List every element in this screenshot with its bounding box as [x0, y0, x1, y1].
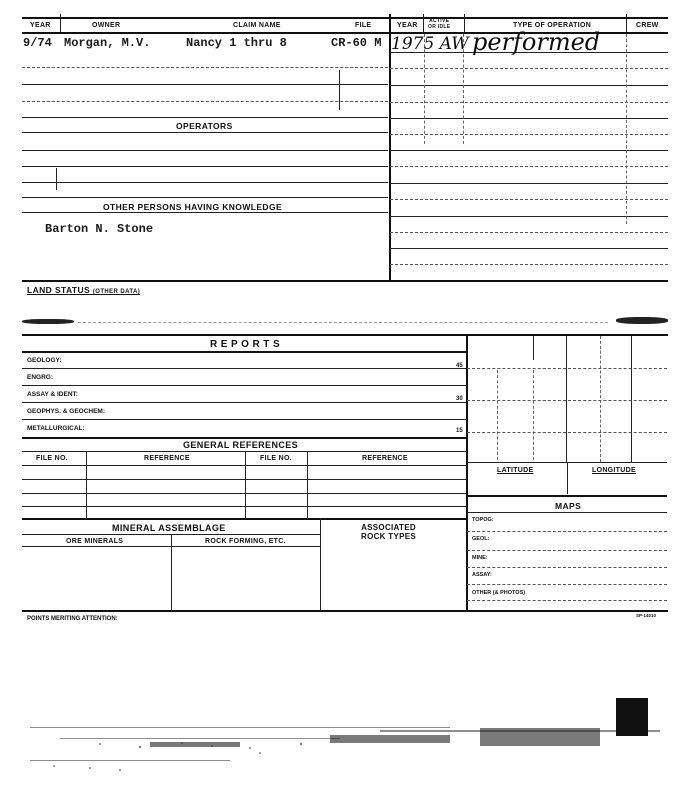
- reports-number-45: 45: [456, 363, 463, 369]
- associated-rock-types-text: ASSOCIATED ROCK TYPES: [361, 523, 417, 541]
- reports-row-assay: ASSAY & IDENT:: [27, 391, 78, 398]
- reports-row-metallurgical: METALLURGICAL:: [27, 425, 85, 432]
- col-header-file: FILE: [355, 22, 372, 29]
- entry-year: 9/74: [23, 36, 52, 50]
- mineral-col-rock-forming: ROCK FORMING, ETC.: [205, 538, 286, 545]
- active-or-idle-text: ACTIVE OR IDLE: [428, 18, 451, 30]
- gen-ref-col-reference-2: REFERENCE: [362, 455, 408, 462]
- col-header-owner: OWNER: [92, 22, 121, 29]
- land-status-label: LAND STATUS: [27, 285, 91, 295]
- maps-row-other: OTHER (& PHOTOS): [472, 590, 526, 596]
- gen-ref-col-file-no: FILE NO.: [36, 455, 68, 462]
- reports-title: R E P O R T S: [210, 339, 281, 350]
- entry-file: CR-60 M: [331, 36, 382, 50]
- reports-number-30: 30: [456, 396, 463, 402]
- form-number: SP-14010: [636, 613, 657, 618]
- handwritten-year-status: 1975 AW: [391, 34, 469, 54]
- mineral-assemblage-title: MINERAL ASSEMBLAGE: [112, 523, 226, 533]
- col-header-type-of-operation: TYPE OF OPERATION: [513, 22, 592, 29]
- col-header-year: YEAR: [30, 22, 51, 29]
- latitude-label: LATITUDE: [497, 467, 534, 474]
- other-persons-name: Barton N. Stone: [45, 222, 154, 236]
- maps-row-geol: GEOL:: [472, 536, 490, 542]
- longitude-label: LONGITUDE: [592, 467, 636, 474]
- mineral-col-ore: ORE MINERALS: [66, 538, 124, 545]
- gen-ref-col-file-no-2: FILE NO.: [260, 455, 292, 462]
- entry-owner: Morgan, M.V.: [64, 36, 151, 50]
- reports-row-geophys: GEOPHYS. & GEOCHEM:: [27, 408, 106, 415]
- points-meriting-attention: POINTS MERITING ATTENTION:: [27, 616, 118, 622]
- maps-title: MAPS: [555, 501, 582, 511]
- general-references-title: GENERAL REFERENCES: [183, 440, 299, 450]
- reports-number-15: 15: [456, 428, 463, 434]
- reports-row-engrg: ENGRG:: [27, 374, 53, 381]
- land-status-subtitle: (OTHER DATA): [92, 289, 141, 295]
- handwritten-operation: performed: [472, 28, 601, 56]
- col-header-claim-name: CLAIM NAME: [233, 22, 281, 29]
- reports-row-geology: GEOLOGY:: [27, 357, 62, 364]
- entry-claim-name: Nancy 1 thru 8: [186, 36, 287, 50]
- maps-row-mine: MINE:: [472, 555, 488, 561]
- maps-row-topog: TOPOG:: [472, 517, 494, 523]
- gen-ref-col-reference: REFERENCE: [144, 455, 190, 462]
- col-header-year-2: YEAR: [397, 22, 418, 29]
- black-block: [616, 698, 648, 736]
- maps-row-assay: ASSAY:: [472, 572, 492, 578]
- other-persons-title: OTHER PERSONS HAVING KNOWLEDGE: [103, 202, 283, 212]
- operators-title: OPERATORS: [176, 121, 233, 131]
- col-header-crew: CREW: [636, 22, 659, 29]
